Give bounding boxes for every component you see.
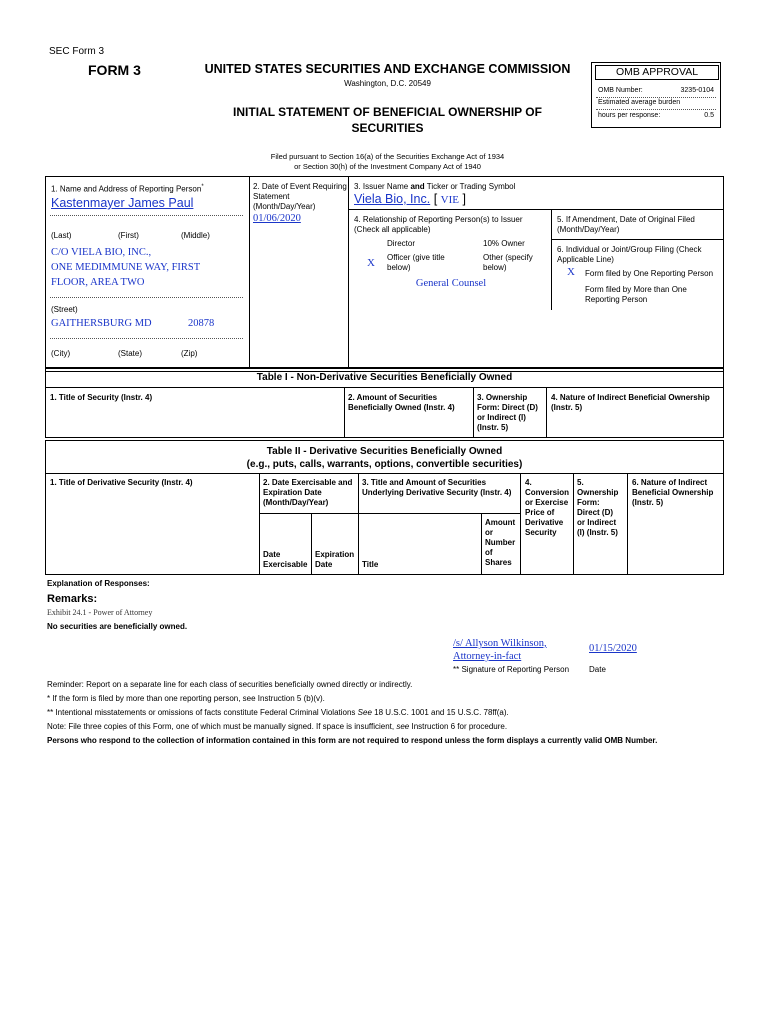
t1-col-nature: 4. Nature of Indirect Beneficial Ownership (Instr. 5) — [551, 393, 710, 412]
street-label: (Street) — [51, 305, 78, 314]
exhibit-remark: Exhibit 24.1 - Power of Attorney — [47, 608, 153, 617]
t2-underlying-title: Title — [362, 560, 379, 569]
officer-checkbox-mark: X — [367, 257, 375, 269]
issuer-name-row: Viela Bio, Inc. [ VIE ] — [354, 192, 466, 206]
t2-date-exercisable: Date Exercisable — [263, 550, 308, 569]
criminal-note: ** Intentional misstatements or omissions of facts constitute Federal Criminal Violations See 18 U.S.C. 1001 and 15 U.S.C. 78ff(a). — [47, 708, 509, 717]
reporting-person-name: Kastenmayer James Paul — [51, 196, 194, 210]
other-label: Other (specify below) — [483, 253, 533, 272]
form-title: FORM 3 — [88, 62, 141, 78]
state-label: (State) — [118, 349, 143, 358]
filed-pursuant: Filed pursuant to Section 16(a) of the Securities Exchange Act of 1934 or Section 30(h) of the Investment Company Act of 1940 — [270, 152, 505, 171]
t2-amount-shares: Amount or Number of Shares — [485, 518, 516, 567]
t1-col-ownership: 3. Ownership Form: Direct (D) or Indirect (I) (Instr. 5) — [477, 393, 538, 432]
one-person-mark: X — [567, 266, 575, 278]
event-date-value: 01/06/2020 — [253, 213, 301, 224]
omb-number-value: 3235-0104 — [680, 87, 714, 94]
officer-label: Officer (give title below) — [387, 253, 445, 272]
middle-label: (Middle) — [181, 231, 210, 240]
omb-persons-note: Persons who respond to the collection of information contained in this form are not required to respond unless the form displays a currently valid OMB Number. — [47, 736, 658, 745]
t2-col-conversion: 4. Conversion or Exercise Price of Derivative Security — [525, 478, 570, 537]
city-state-value: GAITHERSBURG MD — [51, 318, 152, 329]
issuer-label: 3. Issuer Name and Ticker or Trading Symbol — [354, 182, 516, 191]
omb-approval-box — [591, 62, 721, 128]
signature-label: ** Signature of Reporting Person — [453, 665, 570, 674]
issuer-ticker: VIE — [440, 194, 459, 206]
one-person-label: Form filed by One Reporting Person — [585, 269, 714, 278]
no-securities-remark: No securities are beneficially owned. — [47, 622, 188, 631]
reporting-address: C/O VIELA BIO, INC., ONE MEDIMMUNE WAY, FIRST FLOOR, AREA TWO — [51, 247, 201, 288]
table-2-title: Table II - Derivative Securities Beneficially Owned (e.g., puts, calls, warrants, options, convertible securities) — [246, 446, 523, 470]
more-persons-label: Form filed by More than One Reporting Person — [585, 285, 687, 304]
file-copies-note: Note: File three copies of this Form, one of which must be manually signed. If space is insufficient, see Instruction 6 for procedure. — [47, 722, 508, 731]
director-label: Director — [387, 239, 416, 248]
explanation-label: Explanation of Responses: — [47, 579, 150, 588]
last-label: (Last) — [51, 231, 72, 240]
ten-percent-label: 10% Owner — [483, 239, 525, 248]
signature-value: /s/ Allyson Wilkinson, Attorney-in-fact — [453, 638, 547, 662]
event-date-label: 2. Date of Event Requiring Statement (Month/Day/Year) — [253, 182, 347, 211]
reminder-note: Reminder: Report on a separate line for each class of securities beneficially owned directly or indirectly. — [47, 680, 413, 689]
filing-label: 6. Individual or Joint/Group Filing (Check Applicable Line) — [557, 245, 702, 264]
zip-label: (Zip) — [181, 349, 198, 358]
omb-hours-label: hours per response: — [598, 112, 661, 119]
first-label: (First) — [118, 231, 139, 240]
reporting-person-label: 1. Name and Address of Reporting Person* — [51, 184, 204, 194]
t1-col-amount: 2. Amount of Securities Beneficially Owned (Instr. 4) — [348, 393, 455, 412]
t2-col-dates: 2. Date Exercisable and Expiration Date (Month/Day/Year) — [263, 478, 353, 507]
table-1-title: Table I - Non-Derivative Securities Beneficially Owned — [256, 372, 513, 383]
t2-expiration-date: Expiration Date — [315, 550, 355, 569]
t2-col-title: 1. Title of Derivative Security (Instr. 4) — [50, 478, 193, 487]
zip-value: 20878 — [188, 318, 215, 329]
omb-burden-label: Estimated average burden — [598, 99, 681, 106]
commission-title: UNITED STATES SECURITIES AND EXCHANGE COMMISSION — [204, 62, 571, 76]
t2-col-underlying: 3. Title and Amount of Securities Underlying Derivative Security (Instr. 4) — [362, 478, 512, 497]
relationship-label: 4. Relationship of Reporting Person(s) to Issuer (Check all applicable) — [354, 215, 523, 234]
t2-col-ownership: 5. Ownership Form: Direct (D) or Indirect (I) (Instr. 5) — [577, 478, 619, 537]
omb-title: OMB APPROVAL — [595, 65, 719, 80]
t1-col-title: 1. Title of Security (Instr. 4) — [50, 393, 153, 402]
issuer-name: Viela Bio, Inc. — [354, 192, 431, 206]
t2-col-nature: 6. Nature of Indirect Beneficial Ownership (Instr. 5) — [632, 478, 714, 507]
signature-date-value: 01/15/2020 — [589, 643, 637, 654]
sec-form-label: SEC Form 3 — [49, 46, 105, 57]
city-label: (City) — [51, 349, 71, 358]
star-note: * If the form is filed by more than one reporting person, see Instruction 5 (b)(v). — [47, 694, 325, 703]
statement-title: INITIAL STATEMENT OF BENEFICIAL OWNERSHIP OF SECURITIES — [233, 105, 542, 135]
date-label: Date — [589, 665, 606, 674]
remarks-label: Remarks: — [47, 593, 98, 605]
omb-hours-value: 0.5 — [704, 112, 714, 119]
officer-title-value: General Counsel — [415, 278, 487, 289]
omb-number-label: OMB Number: — [598, 87, 643, 94]
commission-location: Washington, D.C. 20549 — [344, 79, 431, 88]
amendment-label: 5. If Amendment, Date of Original Filed (Month/Day/Year) — [557, 215, 695, 234]
